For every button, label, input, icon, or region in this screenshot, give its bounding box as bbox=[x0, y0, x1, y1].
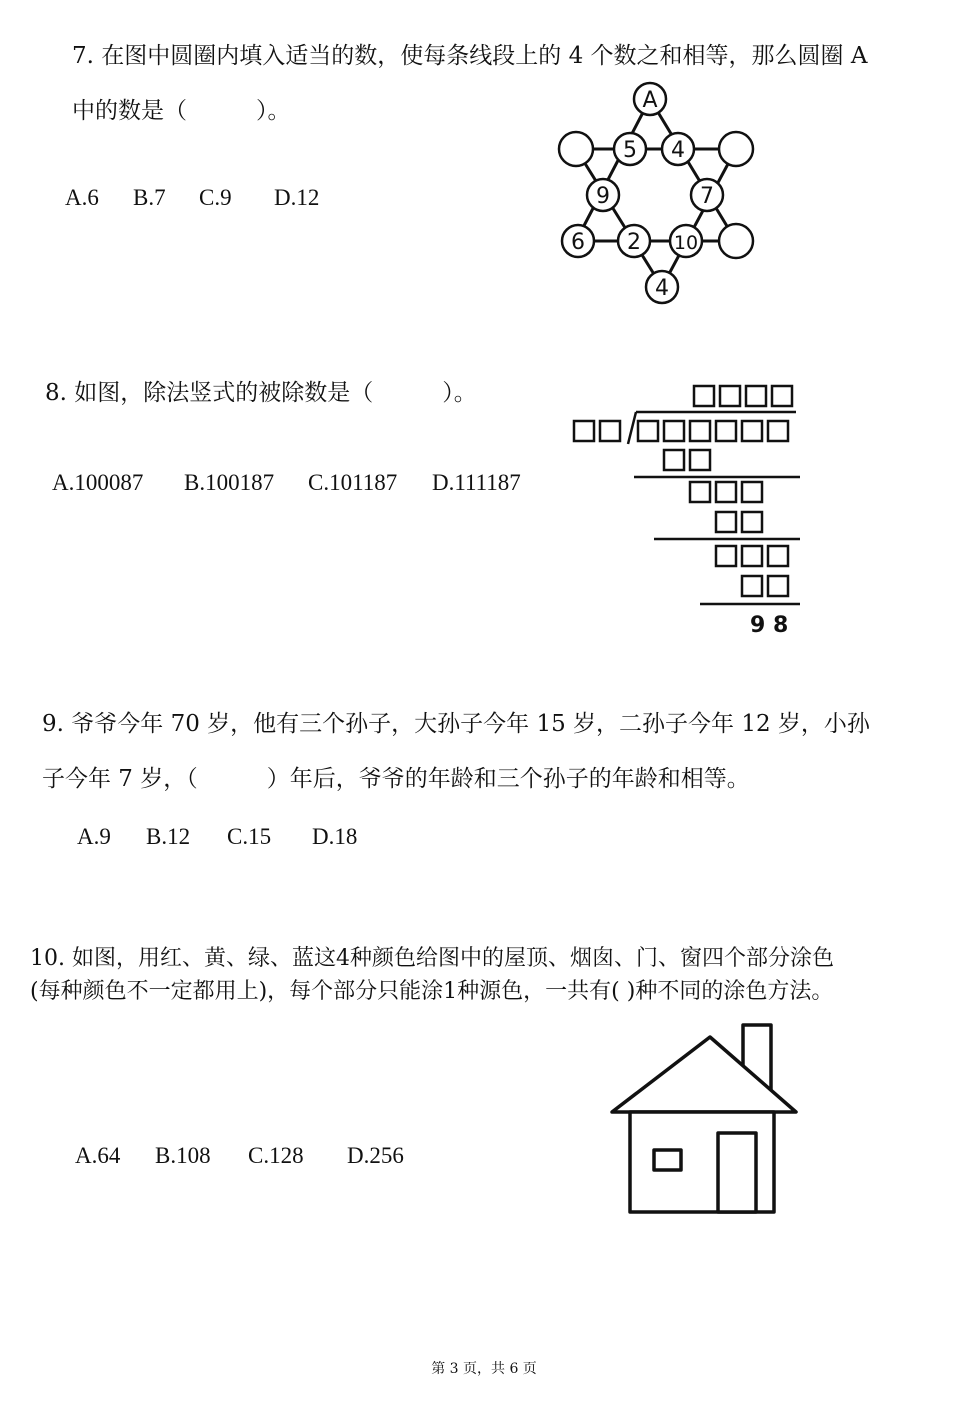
q10-option-a: A.64 bbox=[75, 1143, 121, 1168]
q7-star-figure bbox=[540, 75, 780, 315]
q8-option-a: A.100087 bbox=[52, 470, 144, 495]
q10-window bbox=[654, 1150, 681, 1170]
q7-label-2: 2 bbox=[627, 230, 641, 255]
q9-stem-line2: 子今年 7 岁，（ ）年后，爷爷的年龄和三个孙子的年龄和相等。 bbox=[42, 766, 750, 792]
q7-stem-line1: 7. 在图中圆圈内填入适当的数，使每条线段上的 4 个数之和相等，那么圆圈 A bbox=[72, 43, 868, 69]
q7-circle-lower-right bbox=[719, 224, 753, 258]
q8-long-division-figure bbox=[560, 370, 820, 645]
q7-label-a: A bbox=[642, 88, 658, 113]
q10-stem-line2: (每种颜色不一定都用上)，每个部分只能涂1种源色，一共有( )种不同的涂色方法。 bbox=[30, 979, 834, 1004]
q9-option-a: A.9 bbox=[77, 824, 111, 849]
q10-option-c: C.128 bbox=[248, 1143, 304, 1168]
q7-option-b: B.7 bbox=[133, 185, 166, 210]
q8-remainder: 9 8 bbox=[750, 613, 789, 638]
q7-option-a: A.6 bbox=[65, 185, 99, 210]
q7-label-4-bottom: 4 bbox=[655, 276, 669, 301]
q10-option-d: D.256 bbox=[347, 1143, 404, 1168]
q9-option-b: B.12 bbox=[146, 824, 191, 849]
page-footer: 第 3 页，共 6 页 bbox=[431, 1361, 537, 1377]
q7-stem-line2: 中的数是（ ）。 bbox=[72, 98, 291, 124]
q7-label-6: 6 bbox=[571, 230, 585, 255]
q9-stem-line1: 9. 爷爷今年 70 岁，他有三个孙子，大孙子今年 15 岁，二孙子今年 12 岁，小孙 bbox=[42, 711, 870, 737]
q10-door bbox=[718, 1133, 756, 1212]
q7-option-d: D.12 bbox=[274, 185, 320, 210]
q7-label-7: 7 bbox=[700, 184, 714, 209]
q8-option-c: C.101187 bbox=[308, 470, 398, 495]
q7-circle-upper-right bbox=[719, 132, 753, 166]
q7-label-5: 5 bbox=[623, 138, 637, 163]
q9-option-c: C.15 bbox=[227, 824, 272, 849]
q7-label-10: 10 bbox=[673, 232, 699, 254]
q7-option-c: C.9 bbox=[199, 185, 232, 210]
q10-option-b: B.108 bbox=[155, 1143, 211, 1168]
q8-option-b: B.100187 bbox=[184, 470, 275, 495]
q8-stem: 8. 如图，除法竖式的被除数是（ ）。 bbox=[45, 380, 477, 406]
q10-house-figure bbox=[600, 1015, 810, 1220]
q7-label-4-top: 4 bbox=[671, 138, 685, 163]
q9-option-d: D.18 bbox=[312, 824, 358, 849]
q7-circle-upper-left bbox=[559, 132, 593, 166]
q8-option-d: D.111187 bbox=[432, 470, 521, 495]
q10-stem-line1: 10. 如图，用红、黄、绿、蓝这4种颜色给图中的屋顶、烟囱、门、窗四个部分涂色 bbox=[30, 946, 834, 971]
q7-label-9: 9 bbox=[596, 184, 610, 209]
